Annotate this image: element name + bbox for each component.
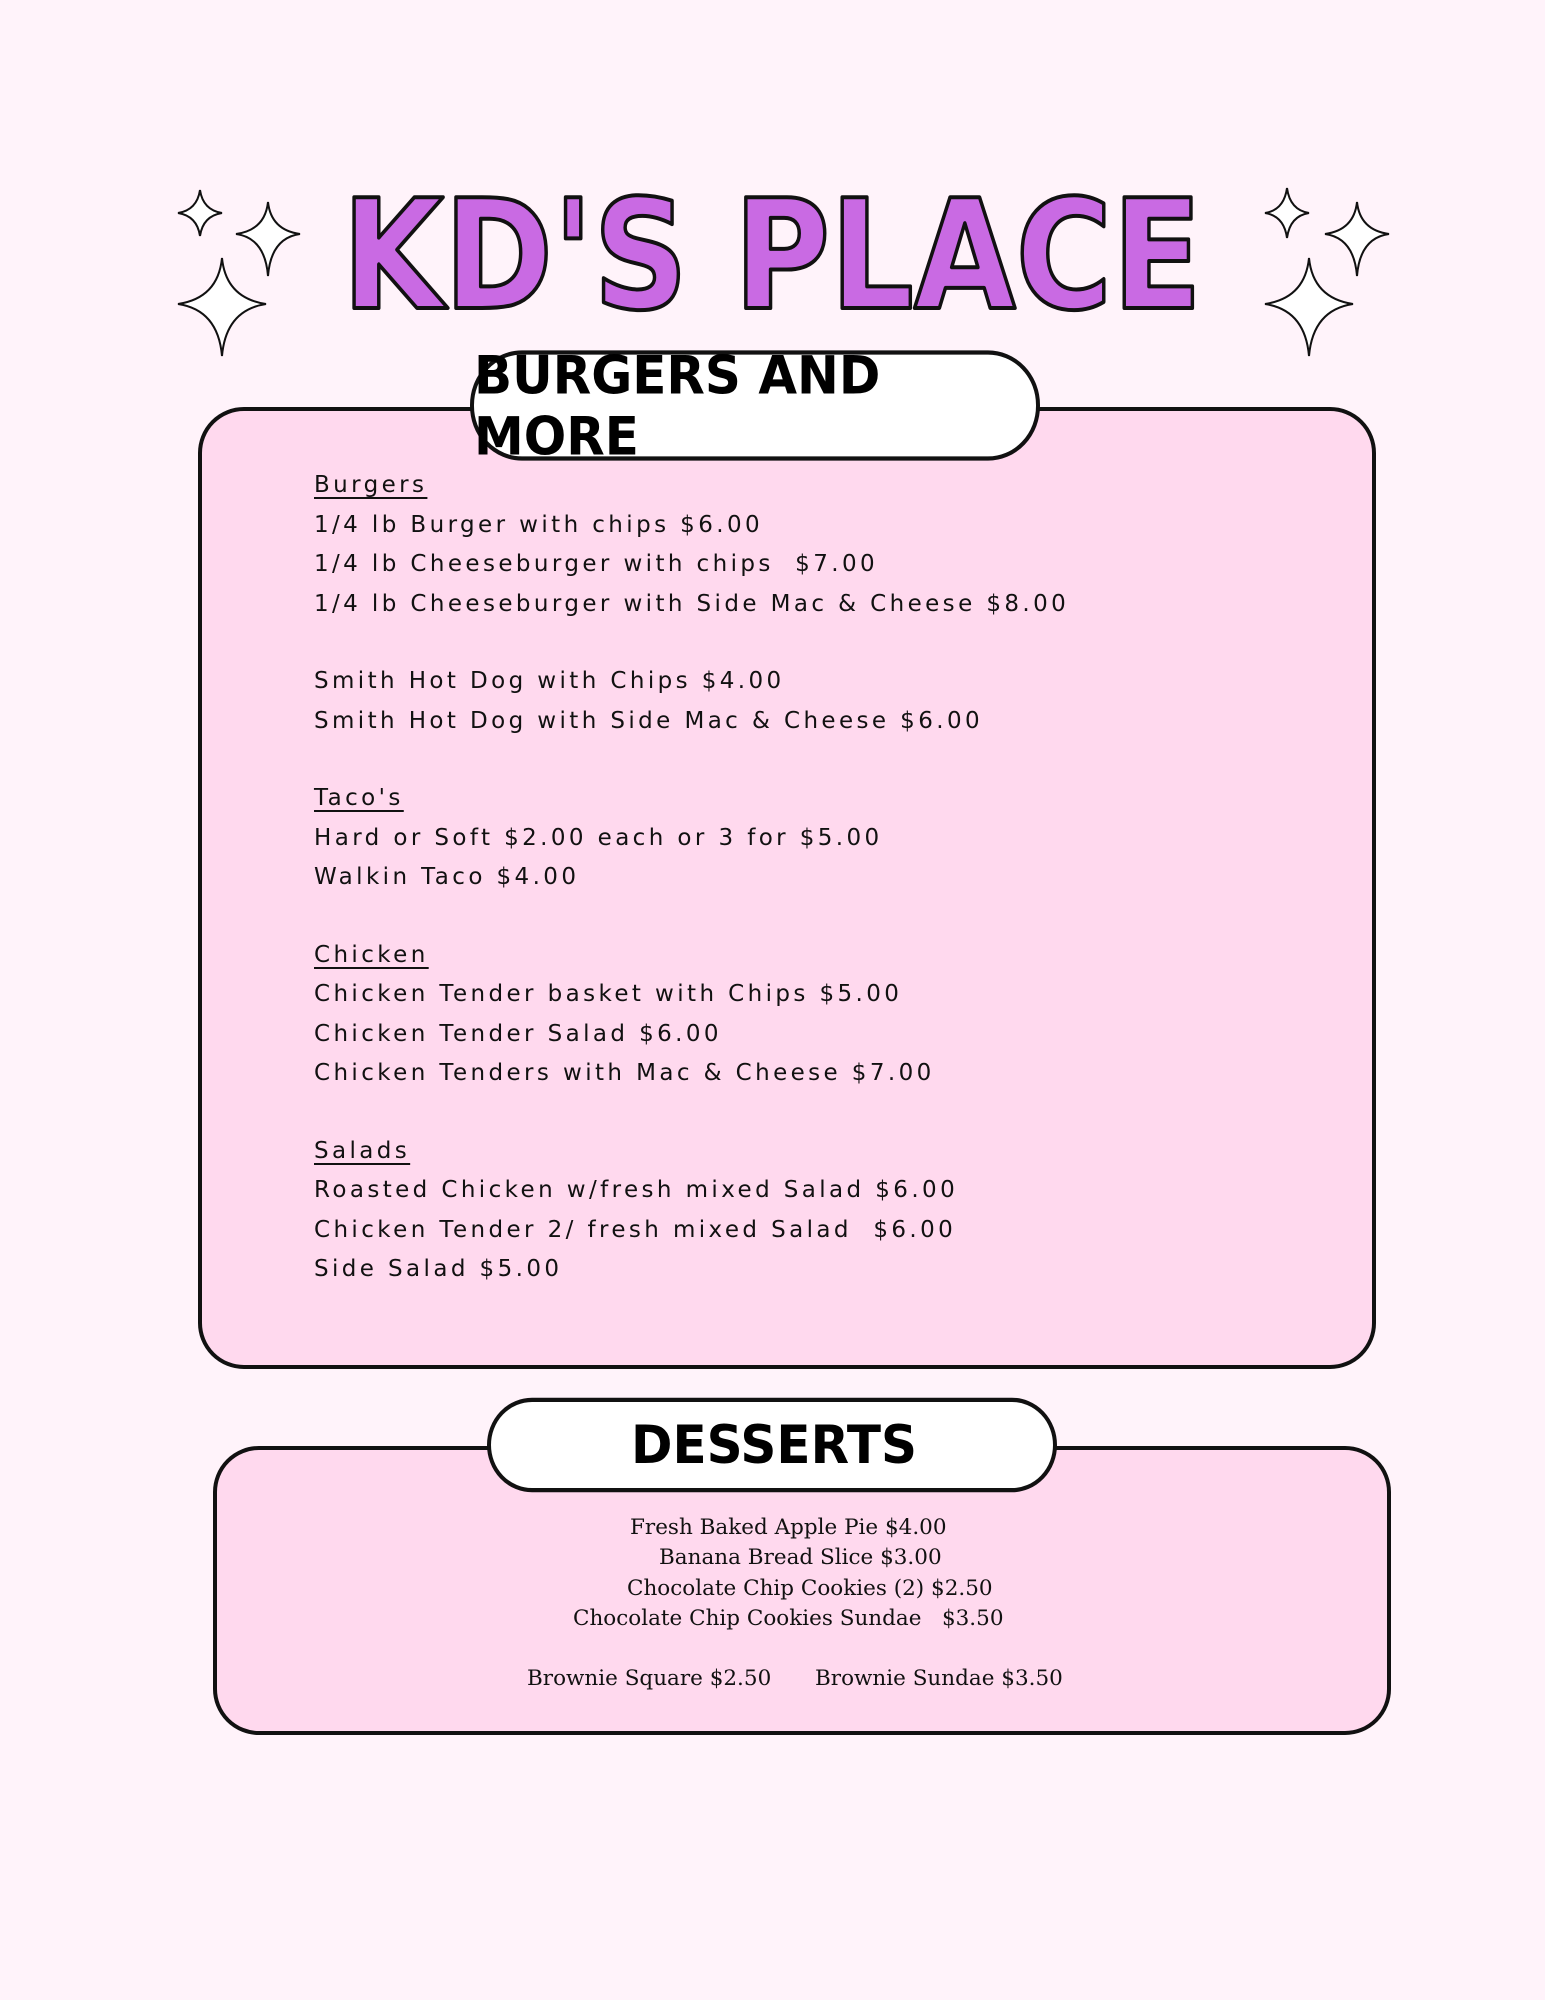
menu-item: Chicken Tenders with Mac & Cheese $7.00 xyxy=(314,1060,935,1086)
menu-item: Side Salad $5.00 xyxy=(314,1256,563,1282)
menu-group-heading: Taco's xyxy=(314,785,404,811)
menu-group-salads xyxy=(314,1132,1214,1290)
menu-item: 1/4 lb Cheeseburger with chips $7.00 xyxy=(314,551,879,577)
dessert-item: Brownie Square $2.50 xyxy=(527,1666,772,1691)
desserts-header xyxy=(487,1398,1057,1493)
menu-item: Hard or Soft $2.00 each or 3 for $5.00 xyxy=(314,824,883,851)
dessert-item: Fresh Baked Apple Pie $4.00 xyxy=(630,1515,947,1540)
menu-item: Chicken Tender basket with Chips $5.00 xyxy=(314,981,903,1007)
menu-item: Chicken Tender 2/ fresh mixed Salad $6.00 xyxy=(314,1216,957,1243)
burgers-header-label: BURGERS AND MORE xyxy=(474,344,881,467)
menu-item: Roasted Chicken w/fresh mixed Salad $6.00 xyxy=(314,1177,959,1203)
menu-group-heading: Salads xyxy=(314,1137,411,1164)
menu-group-tacos xyxy=(314,779,1214,898)
title-text: KD'S PLACE xyxy=(342,167,1202,344)
menu-group-heading: Chicken xyxy=(314,941,429,968)
menu-item: Smith Hot Dog with Chips $4.00 xyxy=(314,668,785,694)
menu-item: Chicken Tender Salad $6.00 xyxy=(314,1020,722,1047)
dessert-item: Brownie Sundae $3.50 xyxy=(815,1666,1063,1691)
menu-group-heading: Burgers xyxy=(314,472,428,498)
menu-item: Smith Hot Dog with Side Mac & Cheese $6.00 xyxy=(314,707,984,734)
page-title xyxy=(0,150,1545,350)
menu-group-burgers xyxy=(314,466,1214,624)
desserts-header-label: DESSERTS xyxy=(631,1414,917,1476)
menu-item: 1/4 lb Burger with chips $6.00 xyxy=(314,511,764,538)
menu-group-chicken xyxy=(314,936,1214,1094)
menu-group-hotdogs xyxy=(314,662,1214,741)
dessert-item: Banana Bread Slice $3.00 xyxy=(659,1545,942,1570)
dessert-item: Chocolate Chip Cookies Sundae $3.50 xyxy=(573,1606,1004,1631)
menu-item: 1/4 lb Cheeseburger with Side Mac & Cheese $8.00 xyxy=(314,590,1070,617)
dessert-item: Chocolate Chip Cookies (2) $2.50 xyxy=(627,1576,993,1601)
menu-item: Walkin Taco $4.00 xyxy=(314,864,580,890)
burgers-menu-list xyxy=(314,466,1214,1328)
burgers-header xyxy=(470,344,1040,467)
